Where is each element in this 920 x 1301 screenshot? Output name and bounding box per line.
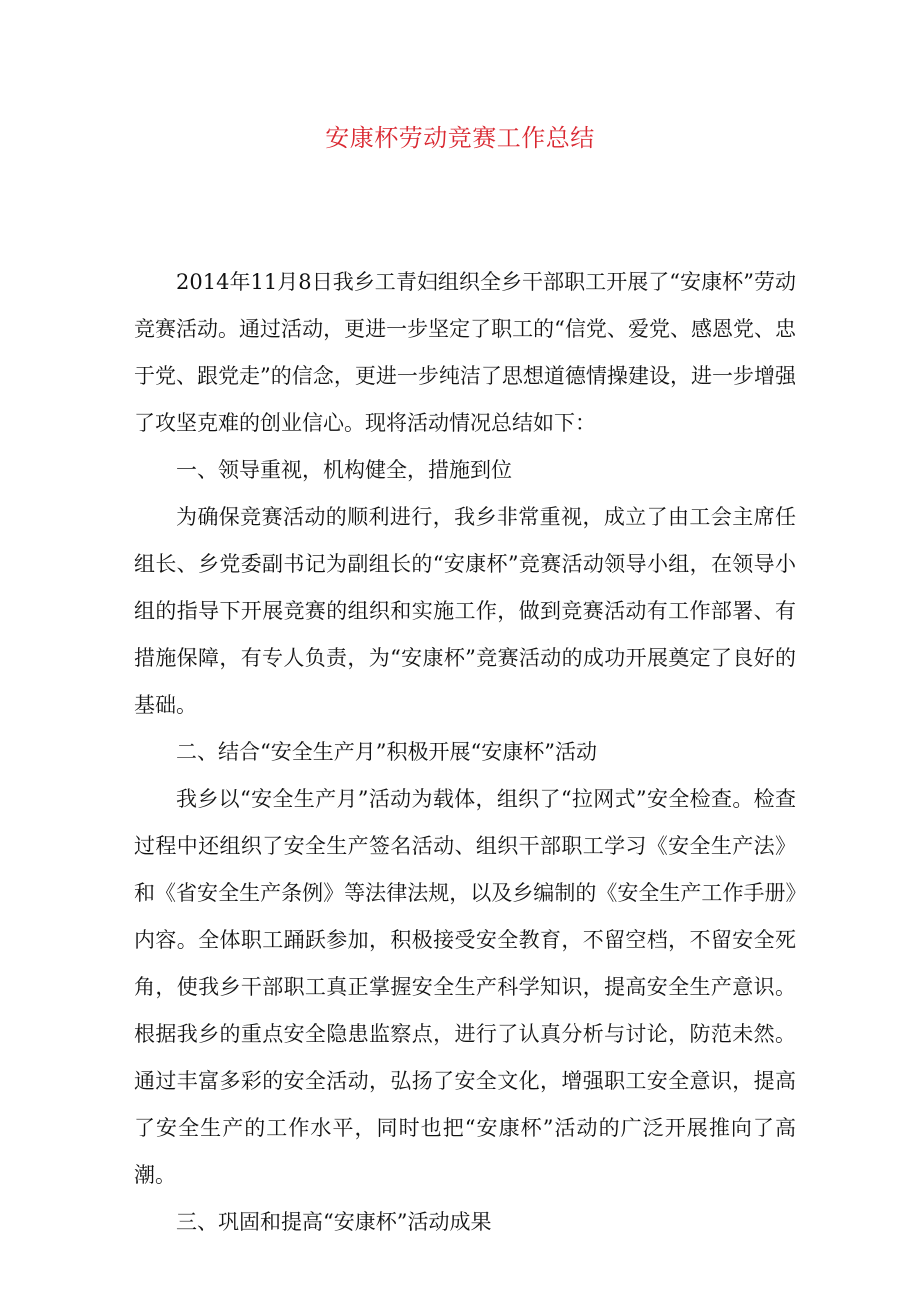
- document-body: [134, 259, 796, 1246]
- section-1-paragraph: 为确保竞赛活动的顺利进行，我乡非常重视，成立了由工会主席任组长、乡党委副书记为副组长的“安康杯”竞赛活动领导小组，在领导小组的指导下开展竞赛的组织和实施工作，做到竞赛活动有工作部署、有措施保障，有专人负责，为“安康杯”竞赛活动的成功开展奠定了良好的基础。: [134, 505, 796, 717]
- section-heading-2: 二、结合“安全生产月”积极开展“安康杯”活动: [176, 740, 597, 764]
- intro-paragraph: 2014年11月8日我乡工青妇组织全乡干部职工开展了“安康杯”劳动竞赛活动。通过活动，更进一步坚定了职工的“信党、爱党、感恩党、忠于党、跟党走”的信念，更进一步纯洁了思想道德情操建设，进一步增强了攻坚克难的创业信心。现将活动情况总结如下：: [134, 270, 796, 435]
- section-heading-1: 一、领导重视，机构健全，措施到位: [176, 458, 512, 482]
- section-heading-3: 三、巩固和提高“安康杯”活动成果: [176, 1210, 492, 1234]
- document-title: 安康杯劳动竞赛工作总结: [325, 124, 595, 152]
- section-2-paragraph: 我乡以“安全生产月”活动为载体，组织了“拉网式”安全检查。检查过程中还组织了安全生产签名活动、组织干部职工学习《安全生产法》和《省安全生产条例》等法律法规，以及乡编制的《安全生产工作手册》内容。全体职工踊跃参加，积极接受安全教育，不留空档，不留安全死角，使我乡干部职工真正掌握安全生产科学知识，提高安全生产意识。根据我乡的重点安全隐患监察点，进行了认真分析与讨论，防范未然。通过丰富多彩的安全活动，弘扬了安全文化，增强职工安全意识，提高了安全生产的工作水平，同时也把“安康杯”活动的广泛开展推向了高潮。: [134, 787, 796, 1187]
